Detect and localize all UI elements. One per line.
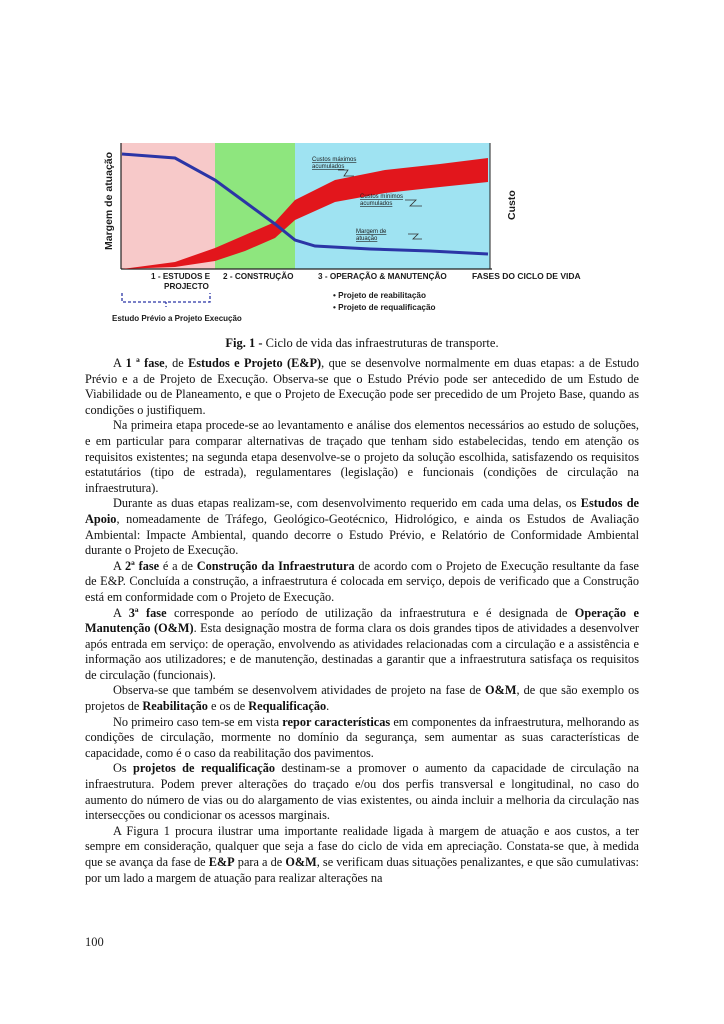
bold-run: Reabilitação <box>142 699 208 714</box>
phase1-area <box>121 143 215 269</box>
annotation-margin-1: Margem de <box>356 229 387 235</box>
text-run: Os <box>113 761 134 776</box>
paragraph <box>85 683 639 714</box>
bold-run: repor características <box>282 714 391 729</box>
text-run: A Figura 1 procura ilustrar uma importante realidade ligada à margem de atuação e aos custos, a ter sempre em consideração, qualquer que seja a fase do ciclo de vida em apreciação. Constata-se que, à medida que se avança da fase de <box>85 823 639 869</box>
text-run: é a de <box>159 558 197 573</box>
phase1-sublabel: Estudo Prévio a Projeto Execução <box>112 314 242 323</box>
text-run: No primeiro caso tem-se em vista <box>113 714 283 729</box>
phase1-label-1: 1 - ESTUDOS E <box>151 272 211 281</box>
text-run: em componentes da infraestrutura, melhorando as condições de circulação, mormente no domínio da segurança, sem aumentar as suas características de capacidade, como é o caso da reabilitação dos pavimentos. <box>85 714 639 760</box>
figure-caption <box>85 336 639 351</box>
paragraph <box>85 356 639 418</box>
bold-run: 3ª fase <box>128 605 167 620</box>
paragraph <box>85 824 639 886</box>
phase3-label: 3 - OPERAÇÃO & MANUTENÇÃO <box>318 272 447 281</box>
text-run: , nomeadamente de Tráfego, Geológico-Geotécnico, Hidrológico, e ainda os Estudos de Avaliação Ambiental: Impacte Ambiental, quando decorre o Estudo Prévio, e Relatório de Conformidade Ambiental durante o Projeto de Execução. <box>85 511 639 558</box>
text-run: corresponde ao período de utilização da infraestrutura e é designada de <box>166 605 575 620</box>
text-run: , se verificam duas situações penalizantes, e que são cumulativas: por um lado a margem de atuação para realizar alterações na <box>85 855 639 885</box>
text-run: para a de <box>234 855 286 869</box>
text-run: A <box>113 558 125 573</box>
text-run: . <box>326 699 330 714</box>
bold-run: Operação e Manutenção (O&M) <box>85 605 639 636</box>
text-run: , de <box>164 356 189 370</box>
paragraph <box>85 559 639 606</box>
text-run: destinam-se a promover o aumento da capacidade de circulação na infraestrutura. Podem prever alterações do traçado e/ou dos perfis transversal e longitudinal, no caso do aumento do número de vias ou do alargamento de vias existentes, ou ainda incluir a melhoria da circulação nas intersecções ou condicionar os acessos marginais. <box>85 761 639 823</box>
bold-run: Estudos e Projeto (E&P) <box>188 356 322 370</box>
paragraph <box>85 715 639 762</box>
text-run: Durante as duas etapas realizam-se, com desenvolvimento requerido em cada uma delas, os <box>113 496 581 511</box>
annotation-costs-max-2: acumulados <box>312 164 345 170</box>
paragraph <box>85 496 639 558</box>
caption-label: Fig. 1 - <box>225 336 263 350</box>
annotation-costs-min-2: acumulados <box>360 201 393 207</box>
phase1-bracket <box>122 293 210 302</box>
bullet-reabilitacao: • Projeto de reabilitação <box>333 291 426 300</box>
y-axis-right-label: Custo <box>506 190 518 220</box>
text-run: Na primeira etapa procede-se ao levantamento e análise dos elementos necessários ao estudo de soluções, e em particular para comparar alternativas de traçado que tenham sido estabelecidas, tendo em atenção os requisitos existentes; na segunda etapa desenvolve-se o projeto da solução escolhida, satisfazendo os requisitos estatutários (tipo de estrada), regulamentares (legislação) e funcionais (condições de circulação na infraestrutura). <box>85 418 639 495</box>
bold-run: projetos de requalificação <box>133 761 276 776</box>
text-run: , que se desenvolve normalmente em duas etapas: a de Estudo Prévio e a de Projeto de Execução. Observa-se que o Estudo Prévio pode ser antecedido de um Estudo de Viabilidade ou de Planeamento, e que o Projeto de Execução pode ser precedido de um Projeto Base, quando as condições o justifiquem. <box>85 356 640 417</box>
phase1-label-2: PROJECTO <box>164 282 209 291</box>
text-run: de acordo com o Projeto de Execução resultante da fase de E&P. Concluída a construção, a infraestrutura é colocada em serviço, depois de verificado que a Construção está em conformidade com o Projeto de Execução. <box>85 558 639 604</box>
annotation-margin-2: atuação <box>356 236 378 242</box>
page-number: 100 <box>85 935 104 949</box>
text-run: . Esta designação mostra de forma clara os dois grandes tipos de atividades a desenvolver após entrada em serviço: de operação, envolvendo as atividades relacionadas com a circulação e a assistência e informação aos utilizadores; e de manutenção, destinadas a garantir que a infraestrutura satisfaça os requisitos de circulação (funcionais). <box>85 621 640 682</box>
text-run: A <box>113 605 129 620</box>
text-run: e os de <box>207 699 249 714</box>
bold-run: Requalificação <box>248 699 327 714</box>
phase2-label: 2 - CONSTRUÇÃO <box>223 272 294 281</box>
lifecycle-diagram <box>100 140 620 330</box>
paragraph <box>85 418 639 496</box>
body-text <box>85 356 639 886</box>
paragraph <box>85 606 639 684</box>
bullet-requalificacao: • Projeto de requalificação <box>333 303 436 312</box>
bold-run: 2ª fase <box>125 558 160 573</box>
caption-text: Ciclo de vida das infraestruturas de transporte. <box>262 336 499 350</box>
bold-run: Construção da Infraestrutura <box>196 558 355 573</box>
text-run: A <box>113 356 126 370</box>
bold-run: 1 ª fase <box>125 356 165 370</box>
paragraph <box>85 761 639 823</box>
annotation-costs-max-1: Custos máximos <box>312 157 357 163</box>
text-run: Observa-se que também se desenvolvem atividades de projeto na fase de <box>113 683 486 698</box>
text-run: , de que são exemplo os projetos de <box>85 683 639 714</box>
lifecycle-figure <box>100 140 620 330</box>
bold-run: O&M <box>485 683 517 698</box>
bold-run: E&P <box>208 855 235 869</box>
bold-run: O&M <box>285 855 317 869</box>
y-axis-left-label: Margem de atuação <box>103 151 115 250</box>
lifecycle-label: FASES DO CICLO DE VIDA <box>472 271 581 281</box>
bold-run: Estudos de Apoio <box>85 496 639 526</box>
annotation-costs-min-1: Custos mínimos <box>360 194 404 200</box>
